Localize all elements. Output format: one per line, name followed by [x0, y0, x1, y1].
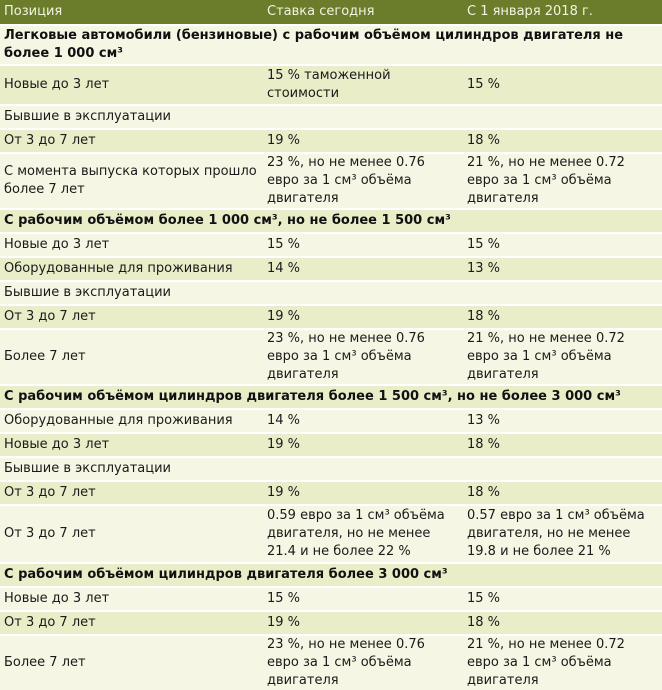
rate-2018-cell: 13 % [463, 257, 662, 281]
position-cell: От 3 до 7 лет [0, 305, 263, 329]
section-row [0, 209, 662, 233]
section-title: С рабочим объёмом цилиндров двигателя более 3 000 см³ [0, 563, 662, 587]
rate-2018-cell [463, 281, 662, 305]
rate-2018-cell: 13 % [463, 409, 662, 433]
table-row [0, 611, 662, 635]
rate-2018-cell: 15 % [463, 587, 662, 611]
position-cell: Бывшие в эксплуатации [0, 457, 263, 481]
table-row [0, 433, 662, 457]
position-cell: Оборудованные для проживания [0, 409, 263, 433]
rate-2018-cell: 21 %, но не менее 0.72 евро за 1 см³ объёма двигателя [463, 635, 662, 690]
table-row [0, 457, 662, 481]
position-cell: С момента выпуска которых прошло более 7 лет [0, 153, 263, 209]
rate-today-cell: 14 % [263, 409, 463, 433]
table-row [0, 305, 662, 329]
table-row [0, 281, 662, 305]
position-cell: От 3 до 7 лет [0, 611, 263, 635]
rate-today-cell: 19 % [263, 433, 463, 457]
rate-today-cell: 23 %, но не менее 0.76 евро за 1 см³ объёма двигателя [263, 635, 463, 690]
section-title: С рабочим объёмом цилиндров двигателя более 1 500 см³, но не более 3 000 см³ [0, 385, 662, 409]
position-cell: Новые до 3 лет [0, 433, 263, 457]
position-cell: Более 7 лет [0, 635, 263, 690]
rate-2018-cell [463, 457, 662, 481]
table-row [0, 233, 662, 257]
rate-today-cell [263, 105, 463, 129]
rate-2018-cell: 15 % [463, 233, 662, 257]
table-row [0, 635, 662, 690]
rate-2018-cell: 21 %, но не менее 0.72 евро за 1 см³ объёма двигателя [463, 153, 662, 209]
header-rate-2018: С 1 января 2018 г. [463, 0, 662, 25]
rate-2018-cell: 18 % [463, 481, 662, 505]
position-cell: Бывшие в эксплуатации [0, 281, 263, 305]
rate-today-cell: 14 % [263, 257, 463, 281]
table-row [0, 481, 662, 505]
rate-today-cell: 23 %, но не менее 0.76 евро за 1 см³ объёма двигателя [263, 329, 463, 385]
table-row [0, 329, 662, 385]
rate-today-cell: 15 % [263, 233, 463, 257]
table-row [0, 505, 662, 563]
rate-today-cell: 19 % [263, 481, 463, 505]
table-row [0, 105, 662, 129]
table-row [0, 129, 662, 153]
position-cell: Новые до 3 лет [0, 587, 263, 611]
section-row [0, 25, 662, 65]
header-position: Позиция [0, 0, 263, 25]
rate-2018-cell: 15 % [463, 65, 662, 105]
rate-2018-cell: 18 % [463, 611, 662, 635]
rate-today-cell [263, 281, 463, 305]
header-rate-today: Ставка сегодня [263, 0, 463, 25]
rate-today-cell: 0.59 евро за 1 см³ объёма двигателя, но не менее 21.4 и не более 22 % [263, 505, 463, 563]
position-cell: От 3 до 7 лет [0, 481, 263, 505]
position-cell: Новые до 3 лет [0, 65, 263, 105]
table-row [0, 65, 662, 105]
section-row [0, 385, 662, 409]
rate-today-cell: 15 % [263, 587, 463, 611]
rate-2018-cell [463, 105, 662, 129]
table-row [0, 257, 662, 281]
rate-today-cell [263, 457, 463, 481]
rate-today-cell: 15 % таможенной стоимости [263, 65, 463, 105]
section-title: С рабочим объёмом более 1 000 см³, но не более 1 500 см³ [0, 209, 662, 233]
table-row [0, 153, 662, 209]
rate-today-cell: 19 % [263, 129, 463, 153]
position-cell: От 3 до 7 лет [0, 505, 263, 563]
table-row [0, 587, 662, 611]
table-header [0, 0, 662, 25]
position-cell: Новые до 3 лет [0, 233, 263, 257]
rate-2018-cell: 0.57 евро за 1 см³ объёма двигателя, но не менее 19.8 и не более 21 % [463, 505, 662, 563]
rate-2018-cell: 18 % [463, 305, 662, 329]
position-cell: От 3 до 7 лет [0, 129, 263, 153]
position-cell: Бывшие в эксплуатации [0, 105, 263, 129]
rate-2018-cell: 18 % [463, 433, 662, 457]
section-row [0, 563, 662, 587]
section-title: Легковые автомобили (бензиновые) с рабочим объёмом цилиндров двигателя не более 1 000 см³ [0, 25, 662, 65]
table-row [0, 409, 662, 433]
rate-today-cell: 23 %, но не менее 0.76 евро за 1 см³ объёма двигателя [263, 153, 463, 209]
rate-2018-cell: 18 % [463, 129, 662, 153]
rate-today-cell: 19 % [263, 611, 463, 635]
position-cell: Более 7 лет [0, 329, 263, 385]
position-cell: Оборудованные для проживания [0, 257, 263, 281]
rate-2018-cell: 21 %, но не менее 0.72 евро за 1 см³ объёма двигателя [463, 329, 662, 385]
rate-today-cell: 19 % [263, 305, 463, 329]
